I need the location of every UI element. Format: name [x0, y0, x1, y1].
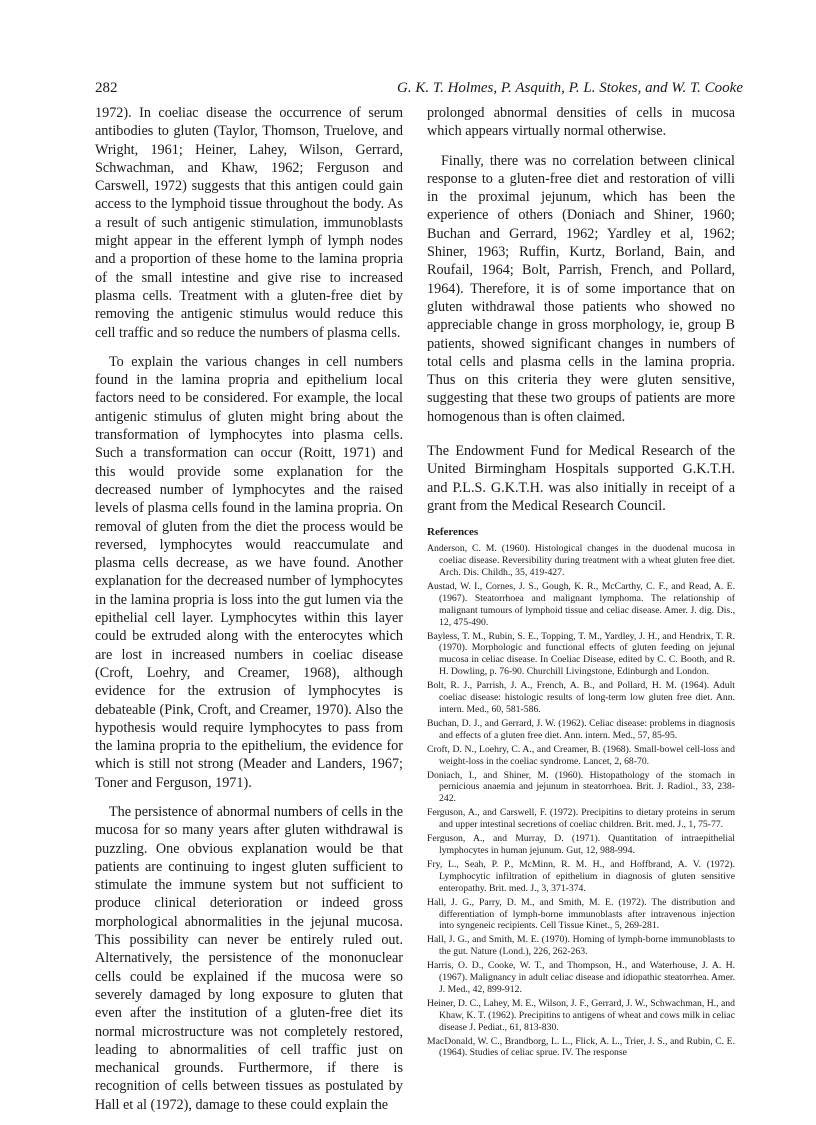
page-number: 282	[95, 80, 118, 96]
reference-item: Buchan, D. J., and Gerrard, J. W. (1962). Celiac disease: problems in diagnosis and effects of a gluten free diet. Ann. intern. Med., 57, 85-95.	[427, 717, 735, 741]
page-header	[95, 80, 743, 104]
body-paragraph: 1972). In coeliac disease the occurrence of serum antibodies to gluten (Taylor, Thomson, Truelove, and Wright, 1961; Heiner, Lahey, Wilson, Gerrard, Schwachman, and Khaw, 1962; Ferguson and Carswell, 1972) suggests that this antigen could gain access to the lymphoid tissue throughout the body. As a result of such antigenic stimulation, immunoblasts might appear in the efferent lymph of lymph nodes and a proportion of these home to the lamina propria of the small intestine and give rise to increased plasma cells. Treatment with a gluten-free diet by removing the antigenic stimulus would reduce this cell traffic and so reduce the numbers of plasma cells.	[95, 105, 403, 341]
reference-item: Heiner, D. C., Lahey, M. E., Wilson, J. F., Gerrard, J. W., Schwachman, H., and Khaw, K. T. (1962). Precipitins to antigens of wheat and cows milk in celiac disease J. Pediat., 61, 813-830.	[427, 997, 735, 1033]
reference-item: Ferguson, A., and Murray, D. (1971). Quantitation of intraepithelial lymphocytes in human jejunum. Gut, 12, 988-994.	[427, 833, 735, 856]
reference-item: Ferguson, A., and Carswell, F. (1972). Precipitins to dietary proteins in serum and upper intestinal secretions of coeliac children. Brit. med. J., 1, 75-77.	[427, 807, 735, 831]
body-paragraph: Finally, there was no correlation between clinical response to a gluten-free diet and restoration of villi in the proximal jejunum, which has been the experience of others (Doniach and Shiner, 1960; Buchan and Gerrard, 1962; Yardley et al, 1962; Shiner, 1963; Ruffin, Kurtz, Borland, Bain, and Roufail, 1964; Bolt, Parrish, French, and Pollard, 1964). Therefore, it is of some importance that on gluten withdrawal those patients who showed no appreciable change in gross morphology, ie, group B patients, showed significant changes in numbers of total cells and plasma cells in the lamina propria. Thus on this criteria they were gluten sensitive, suggesting that these two groups of patients are more homogenous than is often claimed.	[427, 152, 735, 425]
reference-item: Fry, L., Seah, P. P., McMinn, R. M. H., and Hoffbrand, A. V. (1972). Lymphocytic infiltration of epithelium in diagnosis of gluten sensitive enteropathy. Brit. med. J., 3, 371-374.	[427, 858, 735, 894]
reference-item: Doniach, I., and Shiner, M. (1960). Histopathology of the stomach in pernicious anaemia and jejunum in steatorrhoea. Brit. J. Radiol., 33, 238-242.	[427, 769, 735, 805]
reference-item: Harris, O. D., Cooke, W. T., and Thompson, H., and Waterhouse, J. A. H. (1967). Malignancy in adult celiac disease and idiopathic steatorrhea. Amer. J. Med., 42, 899-912.	[427, 960, 735, 995]
reference-item: Bolt, R. J., Parrish, J. A., French, A. B., and Pollard, H. M. (1964). Adult coeliac disease: histologic results of long-term low gluten free diet. Ann. intern. Med., 60, 581-586.	[427, 680, 735, 716]
reference-item: Anderson, C. M. (1960). Histological changes in the duodenal mucosa in coeliac disease. Reversibility during treatment with a wheat gluten free diet. Arch. Dis. Childh., 35, 419-427.	[427, 543, 735, 579]
references-heading: References	[427, 526, 479, 539]
body-paragraph: The persistence of abnormal numbers of cells in the mucosa for so many years after gluten withdrawal is puzzling. One obvious explanation would be that patients are continuing to ingest gluten sufficient to stimulate the immune system but not sufficient to produce clinical deterioration or indeed gross morphological abnormalities in the jejunal mucosa. This possibility can never be entirely ruled out. Alternatively, the persistence of the mononuclear cells could be explained if the mucosa were so severely damaged by long exposure to gluten that even after the institution of a gluten-free diet its normal microstructure was not completely restored, leading to abnormalities of cell traffic just on mechanical grounds. Furthermore, if there is recognition of cells between tissues as postulated by Hall et al (1972), damage to these could explain the	[95, 803, 403, 1113]
right-column	[427, 104, 735, 1061]
running-head-authors: G. K. T. Holmes, P. Asquith, P. L. Stokes, and W. T. Cooke	[397, 80, 743, 96]
reference-item: MacDonald, W. C., Brandborg, L. L., Flick, A. L., Trier, J. S., and Rubin, C. E. (1964). Studies of celiac sprue. IV. The response	[427, 1035, 735, 1059]
body-paragraph: To explain the various changes in cell numbers found in the lamina propria and epithelium local factors need to be considered. For example, the local antigenic stimulus of gluten might bring about the transformation of lymphocytes into plasma cells. Such a transformation can occur (Roitt, 1971) and this would provide some explanation for the decreased number of lymphocytes and the raised levels of plasma cells found in the lamina propria. On removal of gluten from the diet the process would be reversed, lymphocytes would reaccumulate and plasma cells decrease, as we have found. Another explanation for the decreased number of lymphocytes in the lamina propria is loss into the gut lumen via the epithelial cell layer. Lymphocytes within this layer could be extruded along with the enterocytes which are lost in increased numbers in coeliac disease (Croft, Loehry, and Creamer, 1968), although evidence for the extrusion of lymphocytes is debateable (Pink, Croft, and Creamer, 1970). Also the hypothesis would require lymphocytes to pass from the lamina propria to the epithelium, the evidence for which is still not strong (Meader and Landers, 1967; Toner and Ferguson, 1971).	[95, 353, 403, 791]
reference-item: Hall, J. G., and Smith, M. E. (1970). Homing of lymph-borne immunoblasts to the gut. Nature (Lond.), 226, 262-263.	[427, 934, 735, 958]
reference-item: Austad, W. I., Cornes, J. S., Gough, K. R., McCarthy, C. F., and Read, A. E. (1967). Steatorrhoea and malignant lymphoma. The relationship of malignant tumours of lymphoid tissue and celiac disease. Amer. J. dig. Dis., 12, 475-490.	[427, 580, 735, 628]
reference-item: Hall, J. G., Parry, D. M., and Smith, M. E. (1972). The distribution and differentiation of lymph-borne immunoblasts after intravenous injection into syngeneic recipients. Cell Tissue Kinet., 5, 269-281.	[427, 896, 735, 932]
body-paragraph: prolonged abnormal densities of cells in mucosa which appears virtually normal otherwise.	[427, 105, 735, 140]
reference-item: Croft, D. N., Loehry, C. A., and Creamer, B. (1968). Small-bowel cell-loss and weight-loss in the coeliac syndrome. Lancet, 2, 68-70.	[427, 743, 735, 767]
reference-list	[427, 543, 735, 1059]
reference-item: Bayless, T. M., Rubin, S. E., Topping, T. M., Yardley, J. H., and Hendrix, T. R. (1970). Morphologic and functional effects of gluten feeding on jejunal mucosa in celiac disease. In Coeliac Disease, edited by C. C. Booth, and R. H. Dowling, p. 76-90. Churchill Livingstone, Edinburgh and London.	[427, 630, 735, 678]
acknowledgement: The Endowment Fund for Medical Research of the United Birmingham Hospitals supported G.K.T.H. and P.L.S. G.K.T.H. was also initially in receipt of a grant from the Medical Research Council.	[427, 443, 735, 514]
left-column	[95, 104, 403, 1125]
